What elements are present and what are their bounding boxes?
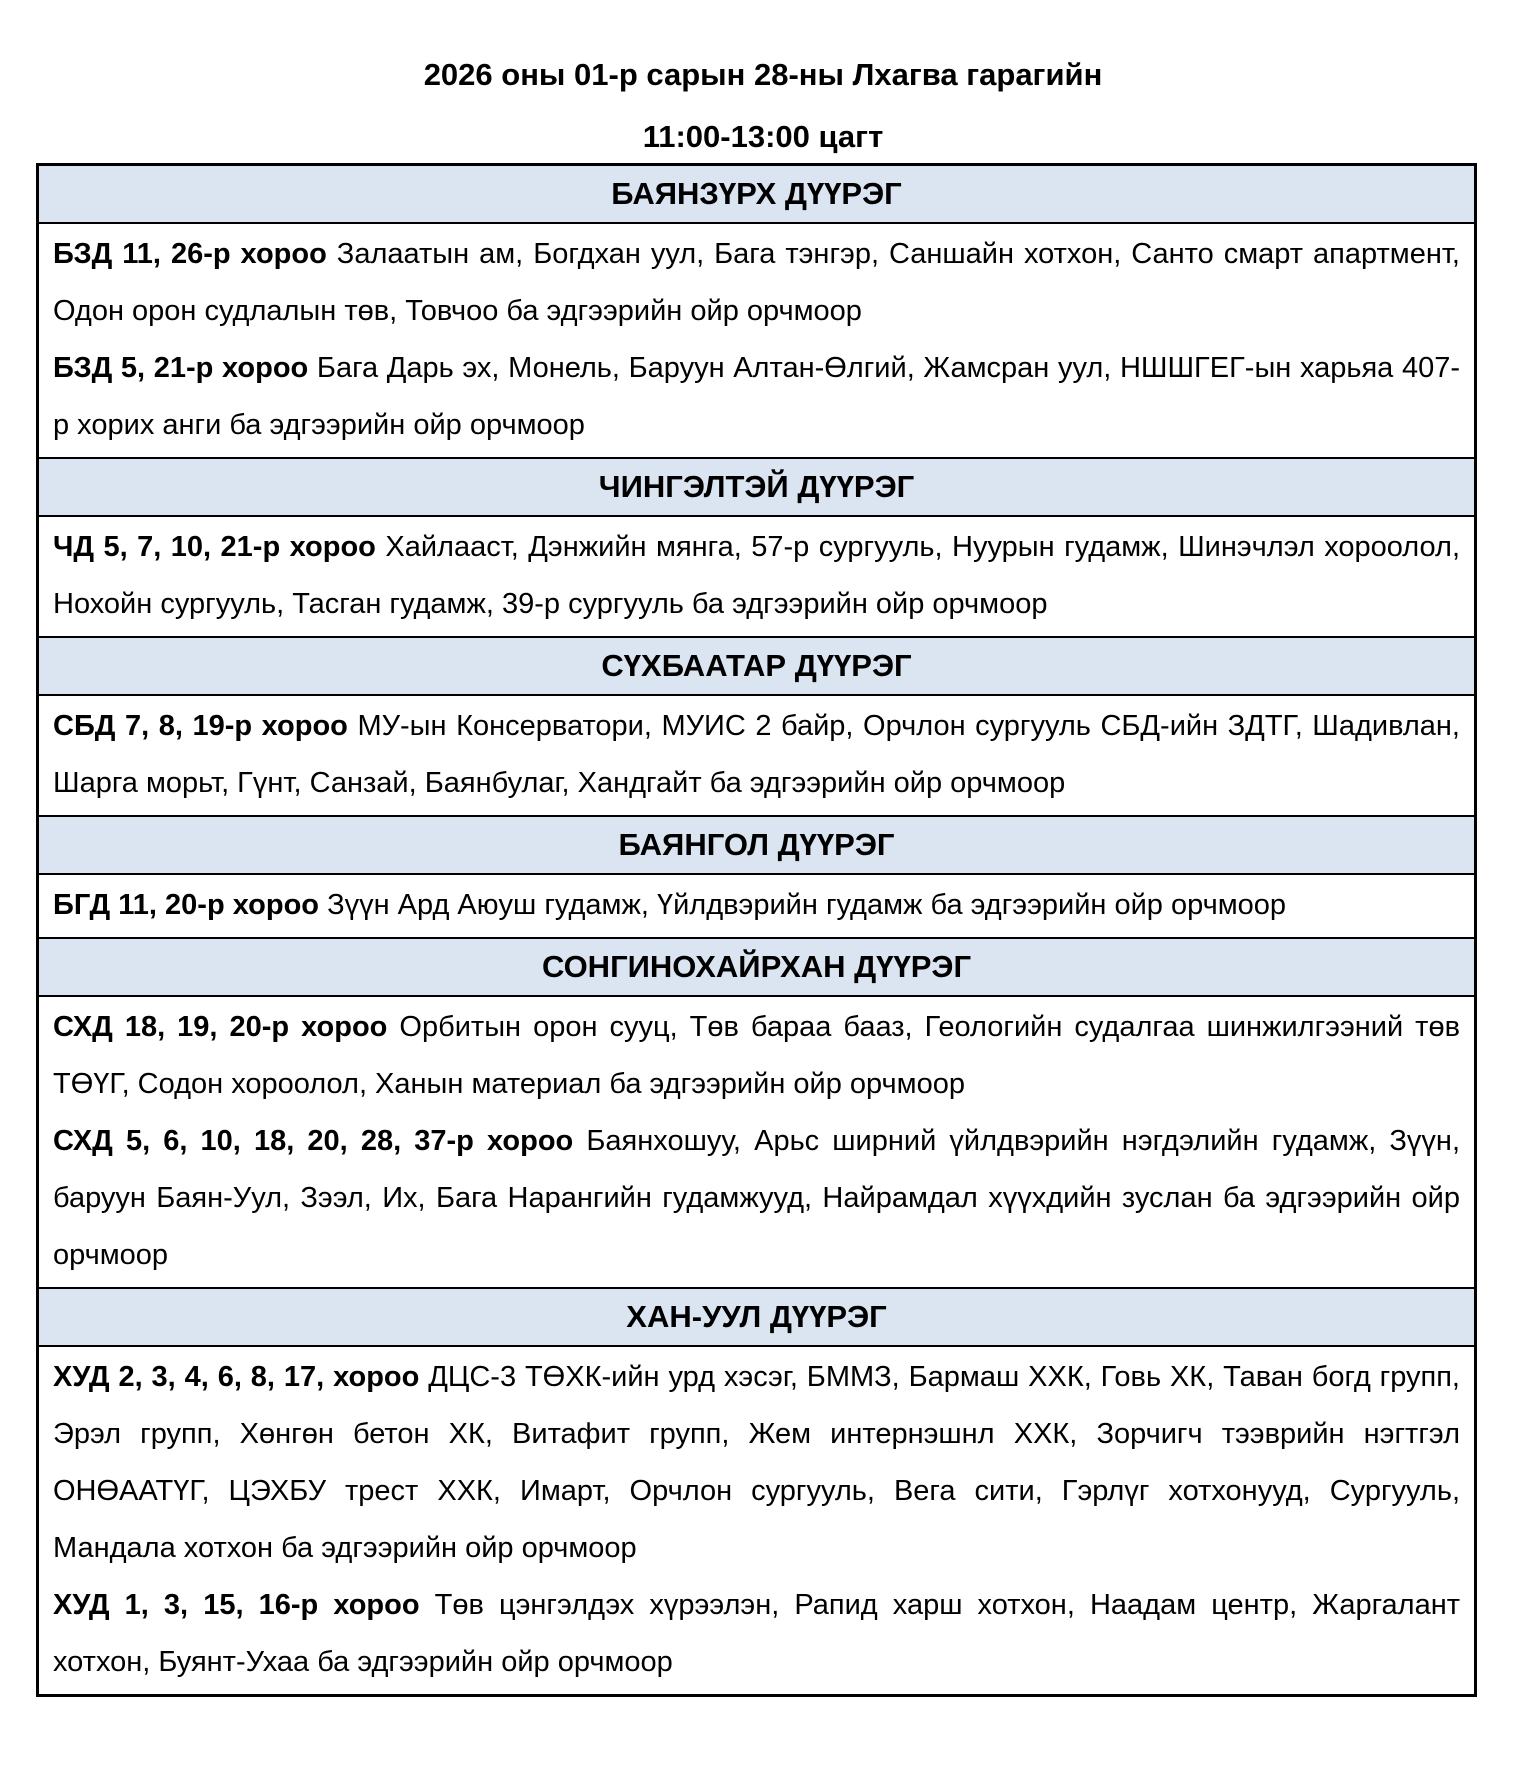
- outage-schedule-table: [36, 163, 1477, 1697]
- area-text: МУ-ын Консерватори, МУИС 2 байр, Орчлон сургууль СБД-ийн ЗДТГ, Шадивлан, Шарга морьт, Гүнт, Санзай, Баянбулаг, Хандгайт ба эдгээрийн ойр орчмоор: [53, 710, 1460, 799]
- khoroo-label: БЗД 11, 26-р хороо: [53, 238, 327, 270]
- section-songinokhairkhan: [39, 937, 1474, 1287]
- section-bayanzurkh: [39, 166, 1474, 457]
- khoroo-label: БЗД 5, 21-р хороо: [53, 352, 309, 384]
- area-text: Залаатын ам, Богдхан уул, Бага тэнгэр, Саншайн хотхон, Санто смарт апартмент, Одон орон судлалын төв, Товчоо ба эдгээрийн ойр орчмоор: [53, 238, 1460, 327]
- khoroo-label: СБД 7, 8, 19-р хороо: [53, 710, 348, 742]
- area-entry: [53, 1349, 1460, 1577]
- area-text: Бага Дарь эх, Монель, Баруун Алтан-Өлгий, Жамсран уул, НШШГЕГ-ын харьяа 407-р хорих анги ба эдгээрийн ойр орчмоор: [53, 352, 1460, 441]
- district-body: [39, 696, 1474, 815]
- district-body: [39, 224, 1474, 457]
- area-entry: [53, 698, 1460, 812]
- area-entry: [53, 1113, 1460, 1284]
- area-entry: [53, 340, 1460, 454]
- district-header: СҮХБААТАР ДҮҮРЭГ: [39, 636, 1474, 696]
- document-title-line2: 11:00-13:00 цагт: [642, 119, 884, 154]
- khoroo-label: ХУД 2, 3, 4, 6, 8, 17, хороо: [53, 1361, 420, 1393]
- district-header: БАЯНГОЛ ДҮҮРЭГ: [39, 815, 1474, 875]
- section-khan-uul: [39, 1287, 1474, 1694]
- khoroo-label: СХД 18, 19, 20-р хороо: [53, 1011, 388, 1043]
- district-header: ХАН-УУЛ ДҮҮРЭГ: [39, 1287, 1474, 1347]
- section-chingeltei: [39, 457, 1474, 636]
- area-text: Зүүн Ард Аюуш гудамж, Үйлдвэрийн гудамж ба эдгээрийн ойр орчмоор: [327, 889, 1287, 921]
- area-entry: [53, 999, 1460, 1113]
- section-bayangol: [39, 815, 1474, 937]
- area-text: Баянхошуу, Арьс ширний үйлдвэрийн нэгдэлийн гудамж, Зүүн, баруун Баян-Уул, Зээл, Их, Бага Нарангийн гудамжууд, Найрамдал хүүхдийн зуслан ба эдгээрийн ойр орчмоор: [53, 1125, 1461, 1271]
- section-sukhbaatar: [39, 636, 1474, 815]
- district-header: БАЯНЗҮРХ ДҮҮРЭГ: [39, 166, 1474, 224]
- area-text: ДЦС-3 ТӨХК-ийн урд хэсэг, БММЗ, Бармаш ХХК, Говь ХК, Таван богд групп, Эрэл групп, Хөнгөн бетон ХК, Витафит групп, Жем интернэшнл ХХК, Зорчигч тээврийн нэгтгэл ОНӨААТҮГ, ЦЭХБУ трест ХХК, Имарт, Орчлон сургууль, Вега сити, Гэрлүг хотхонууд, Сургууль, Мандала хотхон ба эдгээрийн ойр орчмоор: [53, 1361, 1460, 1564]
- district-body: [39, 1347, 1474, 1694]
- khoroo-label: БГД 11, 20-р хороо: [53, 889, 319, 921]
- area-text: Хайлааст, Дэнжийн мянга, 57-р сургууль, Нуурын гудамж, Шинэчлэл хороолол, Нохойн сургууль, Тасган гудамж, 39-р сургууль ба эдгээрийн ойр орчмоор: [53, 531, 1461, 620]
- area-text: Төв цэнгэлдэх хүрээлэн, Рапид харш хотхон, Наадам центр, Жаргалант хотхон, Буянт-Ухаа ба эдгээрийн ойр орчмоор: [53, 1589, 1460, 1678]
- district-header: ЧИНГЭЛТЭЙ ДҮҮРЭГ: [39, 457, 1474, 517]
- document-title: [0, 44, 1526, 168]
- area-entry: [53, 226, 1460, 340]
- district-body: [39, 997, 1474, 1287]
- khoroo-label: ЧД 5, 7, 10, 21-р хороо: [53, 531, 376, 563]
- district-header: СОНГИНОХАЙРХАН ДҮҮРЭГ: [39, 937, 1474, 997]
- document-title-line1: 2026 оны 01-р сарын 28-ны Лхагва гарагийн: [423, 57, 1103, 92]
- khoroo-label: ХУД 1, 3, 15, 16-р хороо: [53, 1589, 420, 1621]
- area-entry: [53, 877, 1460, 934]
- area-text: Орбитын орон сууц, Төв бараа бааз, Геологийн судалгаа шинжилгээний төв ТӨҮГ, Содон хороолол, Ханын материал ба эдгээрийн ойр орчмоор: [53, 1011, 1461, 1100]
- district-body: [39, 517, 1474, 636]
- area-entry: [53, 1577, 1460, 1691]
- area-entry: [53, 519, 1460, 633]
- district-body: [39, 875, 1474, 937]
- khoroo-label: СХД 5, 6, 10, 18, 20, 28, 37-р хороо: [53, 1125, 574, 1157]
